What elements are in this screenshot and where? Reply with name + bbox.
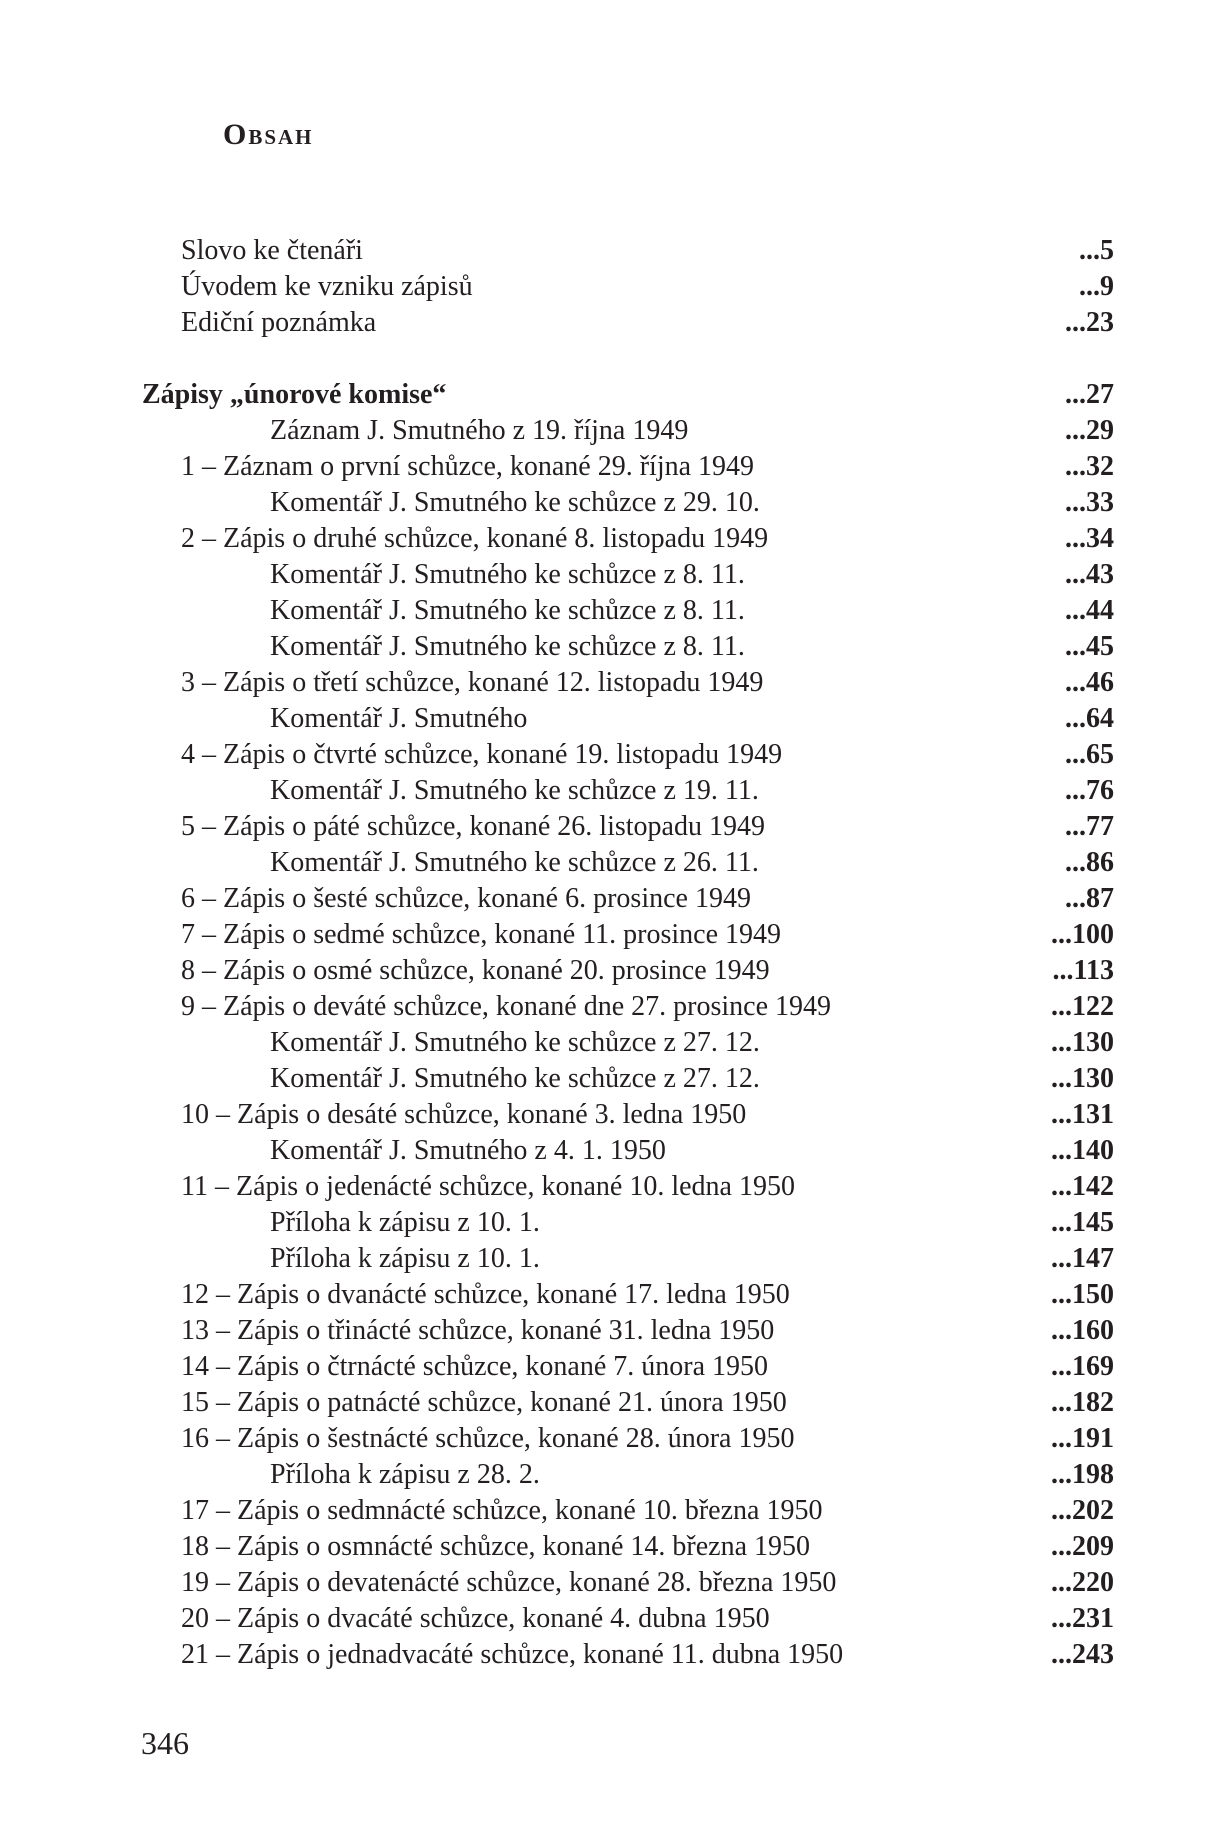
toc-entry	[0, 449, 1218, 485]
toc-entry	[0, 1385, 1218, 1421]
toc-entry-page: ...220	[1051, 1567, 1114, 1598]
toc-entry	[0, 1313, 1218, 1349]
toc-entry-label: Příloha k zápisu z 28. 2.	[270, 1459, 540, 1490]
toc-entry-page: ...243	[1051, 1639, 1114, 1670]
toc-entry-label: Komentář J. Smutného ke schůzce z 8. 11.	[270, 559, 745, 590]
toc-entry	[0, 1133, 1218, 1169]
toc-entry-page: ...140	[1051, 1135, 1114, 1166]
toc-entry-label: 17 – Zápis o sedmnácté schůzce, konané 10. března 1950	[181, 1495, 823, 1526]
toc-entry-page: ...147	[1051, 1243, 1114, 1274]
toc-entry	[0, 1601, 1218, 1637]
toc-entry	[0, 521, 1218, 557]
toc-entry-page: ...9	[1079, 271, 1114, 302]
toc-entry-page: ...209	[1051, 1531, 1114, 1562]
toc-entry-label: 10 – Zápis o desáté schůzce, konané 3. ledna 1950	[181, 1099, 747, 1130]
toc-entry	[0, 989, 1218, 1025]
toc-entry-label: Příloha k zápisu z 10. 1.	[270, 1243, 540, 1274]
toc-entry-page: ...131	[1051, 1099, 1114, 1130]
toc-entry-page: ...198	[1051, 1459, 1114, 1490]
toc-entry-label: 14 – Zápis o čtrnácté schůzce, konané 7. února 1950	[181, 1351, 769, 1382]
toc-entry-page: ...5	[1079, 235, 1114, 266]
toc-entry-label: Příloha k zápisu z 10. 1.	[270, 1207, 540, 1238]
toc-entry-label: Záznam J. Smutného z 19. října 1949	[270, 415, 689, 446]
toc-entry-page: ...142	[1051, 1171, 1114, 1202]
toc-entry	[0, 1169, 1218, 1205]
toc-entry-page: ...29	[1065, 415, 1114, 446]
toc-entry-page: ...113	[1052, 955, 1114, 986]
toc-entry	[0, 1457, 1218, 1493]
toc-entry-label: Komentář J. Smutného ke schůzce z 26. 11.	[270, 847, 759, 878]
toc-entry	[0, 665, 1218, 701]
toc-entry	[0, 773, 1218, 809]
toc-entry	[0, 1529, 1218, 1565]
toc-section-entry	[0, 377, 1218, 413]
page-title: Obsah	[223, 118, 314, 151]
toc-entry-page: ...86	[1065, 847, 1114, 878]
toc-entry-label: 3 – Zápis o třetí schůzce, konané 12. listopadu 1949	[181, 667, 764, 698]
toc-entry	[0, 1061, 1218, 1097]
toc-entry	[0, 1241, 1218, 1277]
toc-entry-label: 2 – Zápis o druhé schůzce, konané 8. listopadu 1949	[181, 523, 769, 554]
toc-entry	[0, 701, 1218, 737]
toc-entry	[0, 485, 1218, 521]
toc-entry	[0, 413, 1218, 449]
toc-entry	[0, 1349, 1218, 1385]
toc-entry-page: ...77	[1065, 811, 1114, 842]
toc-entry-label: 4 – Zápis o čtvrté schůzce, konané 19. listopadu 1949	[181, 739, 783, 770]
toc-entry-page: ...44	[1065, 595, 1114, 626]
toc-entry-page: ...27	[1065, 379, 1114, 410]
toc-entry-label: Ediční poznámka	[181, 307, 377, 338]
toc-entry	[0, 1421, 1218, 1457]
toc-entry-page: ...130	[1051, 1027, 1114, 1058]
toc-entry	[0, 953, 1218, 989]
toc-entry-page: ...202	[1051, 1495, 1114, 1526]
toc-entry	[0, 845, 1218, 881]
toc-entry-label: 7 – Zápis o sedmé schůzce, konané 11. prosince 1949	[181, 919, 782, 950]
toc-entry	[0, 809, 1218, 845]
toc-entry	[0, 917, 1218, 953]
toc-entry-label: 20 – Zápis o dvacáté schůzce, konané 4. dubna 1950	[181, 1603, 770, 1634]
toc-entry-label: 12 – Zápis o dvanácté schůzce, konané 17. ledna 1950	[181, 1279, 790, 1310]
toc-entry-page: ...100	[1051, 919, 1114, 950]
toc-entry-page: ...65	[1065, 739, 1114, 770]
toc-entry-label: Komentář J. Smutného ke schůzce z 27. 12.	[270, 1063, 760, 1094]
toc-entry-label: Slovo ke čtenáři	[181, 235, 363, 266]
page-number: 346	[141, 1725, 189, 1761]
toc-entry	[0, 1097, 1218, 1133]
toc-entry-page: ...43	[1065, 559, 1114, 590]
toc-entry-page: ...32	[1065, 451, 1114, 482]
toc-entry-page: ...64	[1065, 703, 1114, 734]
toc-entry	[0, 1205, 1218, 1241]
toc-entry	[0, 1493, 1218, 1529]
toc-entry-label: Komentář J. Smutného ke schůzce z 8. 11.	[270, 595, 745, 626]
toc-entry-page: ...145	[1051, 1207, 1114, 1238]
toc-entry	[0, 881, 1218, 917]
toc-entry-label: Úvodem ke vzniku zápisů	[181, 271, 473, 302]
toc-entry	[0, 269, 1218, 305]
toc-entry	[0, 1637, 1218, 1673]
toc-entry	[0, 1025, 1218, 1061]
toc-entry-page: ...45	[1065, 631, 1114, 662]
toc-entry	[0, 557, 1218, 593]
toc-entry-label: 16 – Zápis o šestnácté schůzce, konané 28. února 1950	[181, 1423, 795, 1454]
toc-entry-page: ...33	[1065, 487, 1114, 518]
toc-entry-label: Komentář J. Smutného ke schůzce z 19. 11.	[270, 775, 759, 806]
toc-entry-page: ...191	[1051, 1423, 1114, 1454]
toc-entry-label: 15 – Zápis o patnácté schůzce, konané 21. února 1950	[181, 1387, 787, 1418]
toc-entry-label: Komentář J. Smutného ke schůzce z 8. 11.	[270, 631, 745, 662]
toc-entry	[0, 1565, 1218, 1601]
toc-entry-label: 21 – Zápis o jednadvacáté schůzce, konané 11. dubna 1950	[181, 1639, 844, 1670]
toc-entry-page: ...122	[1051, 991, 1114, 1022]
toc-entry-page: ...182	[1051, 1387, 1114, 1418]
toc-entry-page: ...34	[1065, 523, 1114, 554]
toc-entry-page: ...150	[1051, 1279, 1114, 1310]
toc-entry-label: Komentář J. Smutného	[270, 703, 528, 734]
toc-entry-page: ...231	[1051, 1603, 1114, 1634]
toc-entry-label: 13 – Zápis o třinácté schůzce, konané 31. ledna 1950	[181, 1315, 775, 1346]
toc-entry	[0, 233, 1218, 269]
toc-entry-label: Komentář J. Smutného ke schůzce z 29. 10.	[270, 487, 760, 518]
toc-entry-page: ...160	[1051, 1315, 1114, 1346]
toc-entry-page: ...87	[1065, 883, 1114, 914]
toc-entry-label: 8 – Zápis o osmé schůzce, konané 20. prosince 1949	[181, 955, 770, 986]
toc-entry-page: ...76	[1065, 775, 1114, 806]
toc-section-label: Zápisy „únorové komise“	[142, 379, 447, 410]
toc-entry-label: 9 – Zápis o deváté schůzce, konané dne 27. prosince 1949	[181, 991, 832, 1022]
toc-entry-page: ...130	[1051, 1063, 1114, 1094]
toc-entry-page: ...46	[1065, 667, 1114, 698]
toc-entry-label: 1 – Záznam o první schůzce, konané 29. října 1949	[181, 451, 755, 482]
toc-entry	[0, 305, 1218, 341]
toc-entry	[0, 593, 1218, 629]
toc-entry-page: ...23	[1065, 307, 1114, 338]
toc-entry-page: ...169	[1051, 1351, 1114, 1382]
toc-entry	[0, 629, 1218, 665]
toc-entry-label: 5 – Zápis o páté schůzce, konané 26. listopadu 1949	[181, 811, 765, 842]
toc-entry-label: 18 – Zápis o osmnácté schůzce, konané 14. března 1950	[181, 1531, 811, 1562]
toc-entry-label: 19 – Zápis o devatenácté schůzce, konané 28. března 1950	[181, 1567, 837, 1598]
toc-entry	[0, 1277, 1218, 1313]
toc-entry-label: 11 – Zápis o jedenácté schůzce, konané 10. ledna 1950	[181, 1171, 795, 1202]
toc-entry-label: 6 – Zápis o šesté schůzce, konané 6. prosince 1949	[181, 883, 751, 914]
toc-entry	[0, 737, 1218, 773]
toc-entry-label: Komentář J. Smutného z 4. 1. 1950	[270, 1135, 666, 1166]
toc-entry-label: Komentář J. Smutného ke schůzce z 27. 12.	[270, 1027, 760, 1058]
